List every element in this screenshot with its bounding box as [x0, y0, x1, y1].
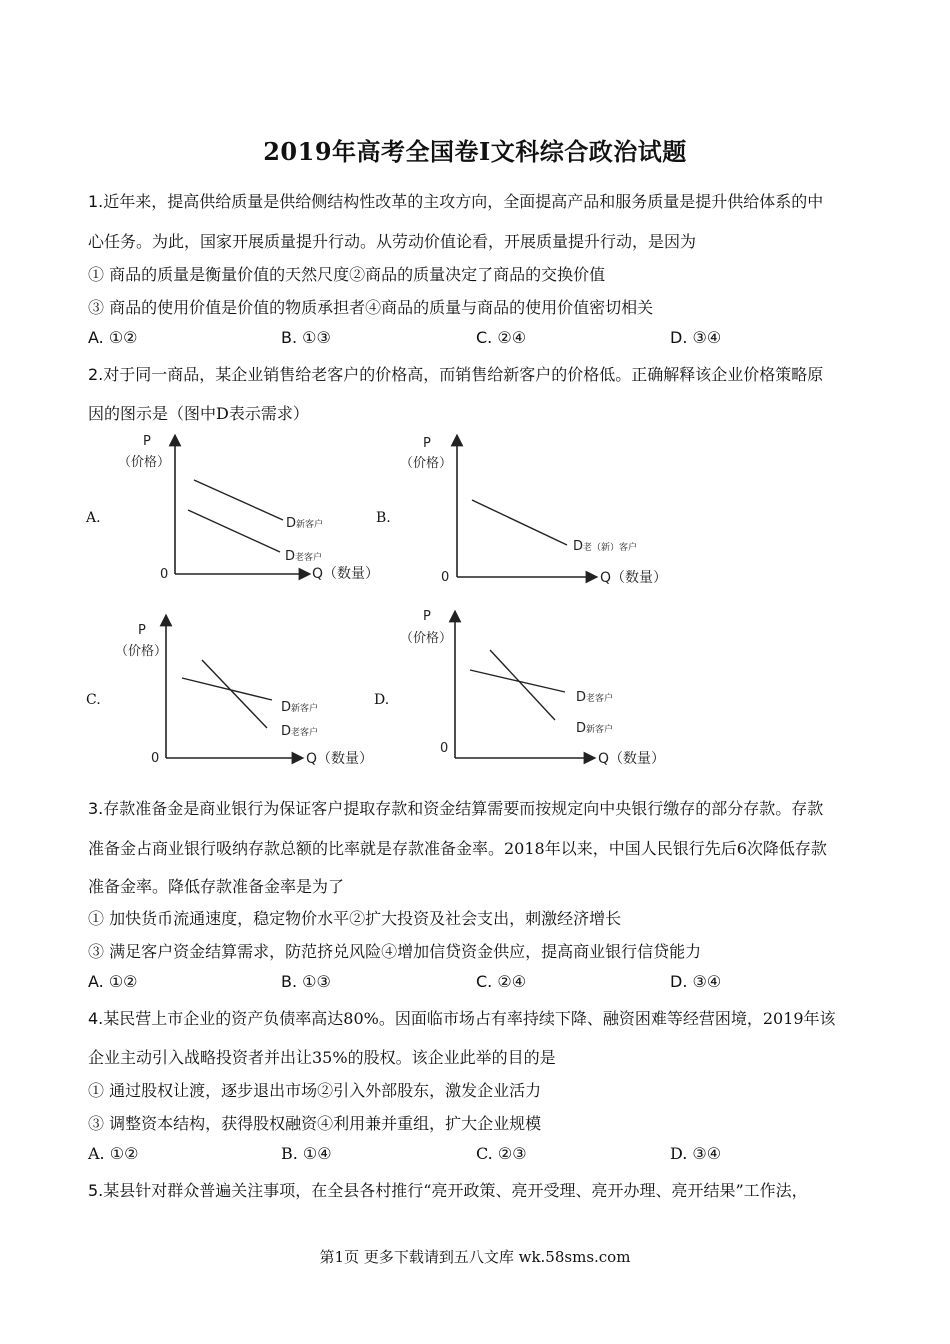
axis-p-label: P: [143, 434, 151, 449]
axis-q-label: Q（数量）: [600, 570, 668, 586]
option-text: ③④: [687, 328, 722, 347]
graph-d[interactable]: [400, 609, 665, 767]
option-letter: C.: [476, 328, 493, 347]
demand-line-old: [188, 510, 280, 552]
stem-text: 近年来，提高供给质量是供给侧结构性改革的主攻方向，全面提高产品和服务质量是提升供给体系的中: [103, 192, 824, 211]
graph-label-c[interactable]: C.: [86, 692, 101, 708]
option-text: ①④: [297, 1144, 332, 1163]
option-letter: A.: [88, 328, 104, 347]
demand-label-new: D新客户: [286, 516, 324, 531]
page-footer: 第1页 更多下载请到五八文库 wk.58sms.com: [319, 1248, 631, 1266]
graph-label-b[interactable]: B.: [376, 510, 391, 526]
axis-price-label: （价格）: [400, 456, 453, 471]
option-letter: A.: [88, 1144, 105, 1163]
demand-line-old: [470, 670, 565, 692]
option-text: ②④: [492, 972, 527, 991]
option-letter: C.: [476, 1144, 493, 1163]
question-stem: [88, 189, 823, 212]
option-c[interactable]: [476, 972, 526, 991]
origin-label: 0: [441, 570, 450, 585]
question-stem: [88, 796, 823, 819]
graph-label-d[interactable]: D.: [374, 692, 390, 708]
axis-p-label: P: [138, 623, 146, 638]
demand-line-old: [202, 660, 267, 728]
stem-text: 对于同一商品，某企业销售给老客户的价格高，而销售给新客户的价格低。正确解释该企业价格策略原: [103, 365, 824, 384]
statement-line: ③ 商品的使用价值是价值的物质承担者④商品的质量与商品的使用价值密切相关: [88, 298, 654, 317]
option-letter: D.: [670, 1144, 688, 1163]
origin-label: 0: [151, 751, 160, 766]
graph-a[interactable]: [118, 434, 379, 582]
question-stem: [88, 362, 823, 385]
stem-text: 心任务。为此，国家开展质量提升行动。从劳动价值论看，开展质量提升行动，是因为: [88, 232, 697, 251]
statement-line: ③ 调整资本结构，获得股权融资④利用兼并重组，扩大企业规模: [88, 1114, 542, 1133]
option-c[interactable]: [476, 1144, 527, 1163]
question-stem: [88, 1178, 808, 1201]
axis-price-label: （价格）: [118, 455, 171, 470]
demand-line-new: [182, 678, 272, 700]
option-text: ①②: [104, 1144, 139, 1163]
statement-line: ① 通过股权让渡，逐步退出市场②引入外部股东，激发企业活力: [88, 1081, 542, 1100]
option-b[interactable]: [281, 328, 331, 347]
axis-q-label: Q（数量）: [306, 751, 374, 767]
statement-line: ③ 满足客户资金结算需求，防范挤兑风险④增加信贷资金供应，提高商业银行信贷能力: [88, 942, 702, 961]
page-title: 2019年高考全国卷Ⅰ文科综合政治试题: [263, 137, 687, 166]
origin-label: 0: [160, 567, 169, 582]
option-c[interactable]: [476, 328, 526, 347]
option-text: ②④: [492, 328, 527, 347]
demand-line-new: [194, 480, 283, 520]
graph-c[interactable]: [115, 620, 373, 767]
option-letter: D.: [670, 328, 688, 347]
stem-text: 准备金占商业银行吸纳存款总额的比率就是存款准备金率。2018年以来，中国人民银行先后6次降低存款: [88, 839, 827, 858]
graph-label-a[interactable]: A.: [86, 510, 101, 526]
graph-b[interactable]: [400, 436, 667, 586]
axis-p-label: P: [423, 436, 431, 451]
demand-line-old-new: [472, 500, 567, 545]
axis-price-label: （价格）: [115, 644, 168, 659]
option-text: ①③: [297, 328, 331, 347]
demand-label-old-new: D老（新）客户: [573, 539, 638, 554]
option-letter: B.: [281, 328, 298, 347]
option-letter: D.: [670, 972, 688, 991]
statement-line: ① 加快货币流通速度，稳定物价水平②扩大投资及社会支出，刺激经济增长: [88, 909, 622, 928]
question-number: 3.: [88, 799, 104, 818]
demand-label-old: D老客户: [281, 724, 319, 739]
question-number: 1.: [88, 192, 104, 211]
demand-label-new: D新客户: [281, 700, 319, 715]
demand-line-new: [490, 650, 555, 720]
stem-text: 准备金率。降低存款准备金率是为了: [88, 877, 345, 896]
option-letter: C.: [476, 972, 493, 991]
option-text: ③④: [687, 972, 722, 991]
option-text: ②③: [492, 1144, 527, 1163]
axis-price-label: （价格）: [400, 631, 453, 646]
origin-label: 0: [440, 741, 449, 756]
option-a[interactable]: [88, 972, 138, 991]
demand-graphs: [0, 430, 950, 780]
question-number: 4.: [88, 1009, 104, 1028]
stem-text: 因的图示是（图中D表示需求）: [88, 404, 309, 423]
option-a[interactable]: [88, 328, 138, 347]
option-d[interactable]: [670, 972, 721, 991]
stem-text: 某民营上市企业的资产负债率高达80%。因面临市场占有率持续下降、融资困难等经营困境，2019年该: [103, 1009, 836, 1028]
axis-p-label: P: [423, 609, 431, 624]
option-letter: A.: [88, 972, 104, 991]
option-b[interactable]: [281, 972, 331, 991]
option-letter: B.: [281, 972, 298, 991]
option-d[interactable]: [670, 328, 721, 347]
option-text: ③④: [687, 1144, 722, 1163]
stem-text: 存款准备金是商业银行为保证客户提取存款和资金结算需要而按规定向中央银行缴存的部分存款。存款: [103, 799, 824, 818]
axis-q-label: Q（数量）: [598, 751, 666, 767]
question-number: 2.: [88, 365, 104, 384]
stem-text: 某县针对群众普遍关注事项，在全县各村推行“亮开政策、亮开受理、亮开办理、亮开结果”工作法，: [103, 1181, 808, 1200]
option-text: ①③: [297, 972, 331, 991]
demand-label-new: D新客户: [576, 721, 614, 736]
option-a[interactable]: [88, 1144, 138, 1163]
question-stem: [88, 1006, 836, 1029]
stem-text: 企业主动引入战略投资者并出让35%的股权。该企业此举的目的是: [88, 1048, 556, 1067]
option-text: ①②: [103, 972, 138, 991]
option-b[interactable]: [281, 1144, 332, 1163]
statement-line: ① 商品的质量是衡量价值的天然尺度②商品的质量决定了商品的交换价值: [88, 265, 606, 284]
option-text: ①②: [103, 328, 138, 347]
axis-q-label: Q（数量）: [312, 566, 380, 582]
option-letter: B.: [281, 1144, 298, 1163]
demand-label-old: D老客户: [285, 549, 323, 564]
option-d[interactable]: [670, 1144, 721, 1163]
demand-label-old: D老客户: [576, 690, 614, 705]
question-number: 5.: [88, 1181, 104, 1200]
